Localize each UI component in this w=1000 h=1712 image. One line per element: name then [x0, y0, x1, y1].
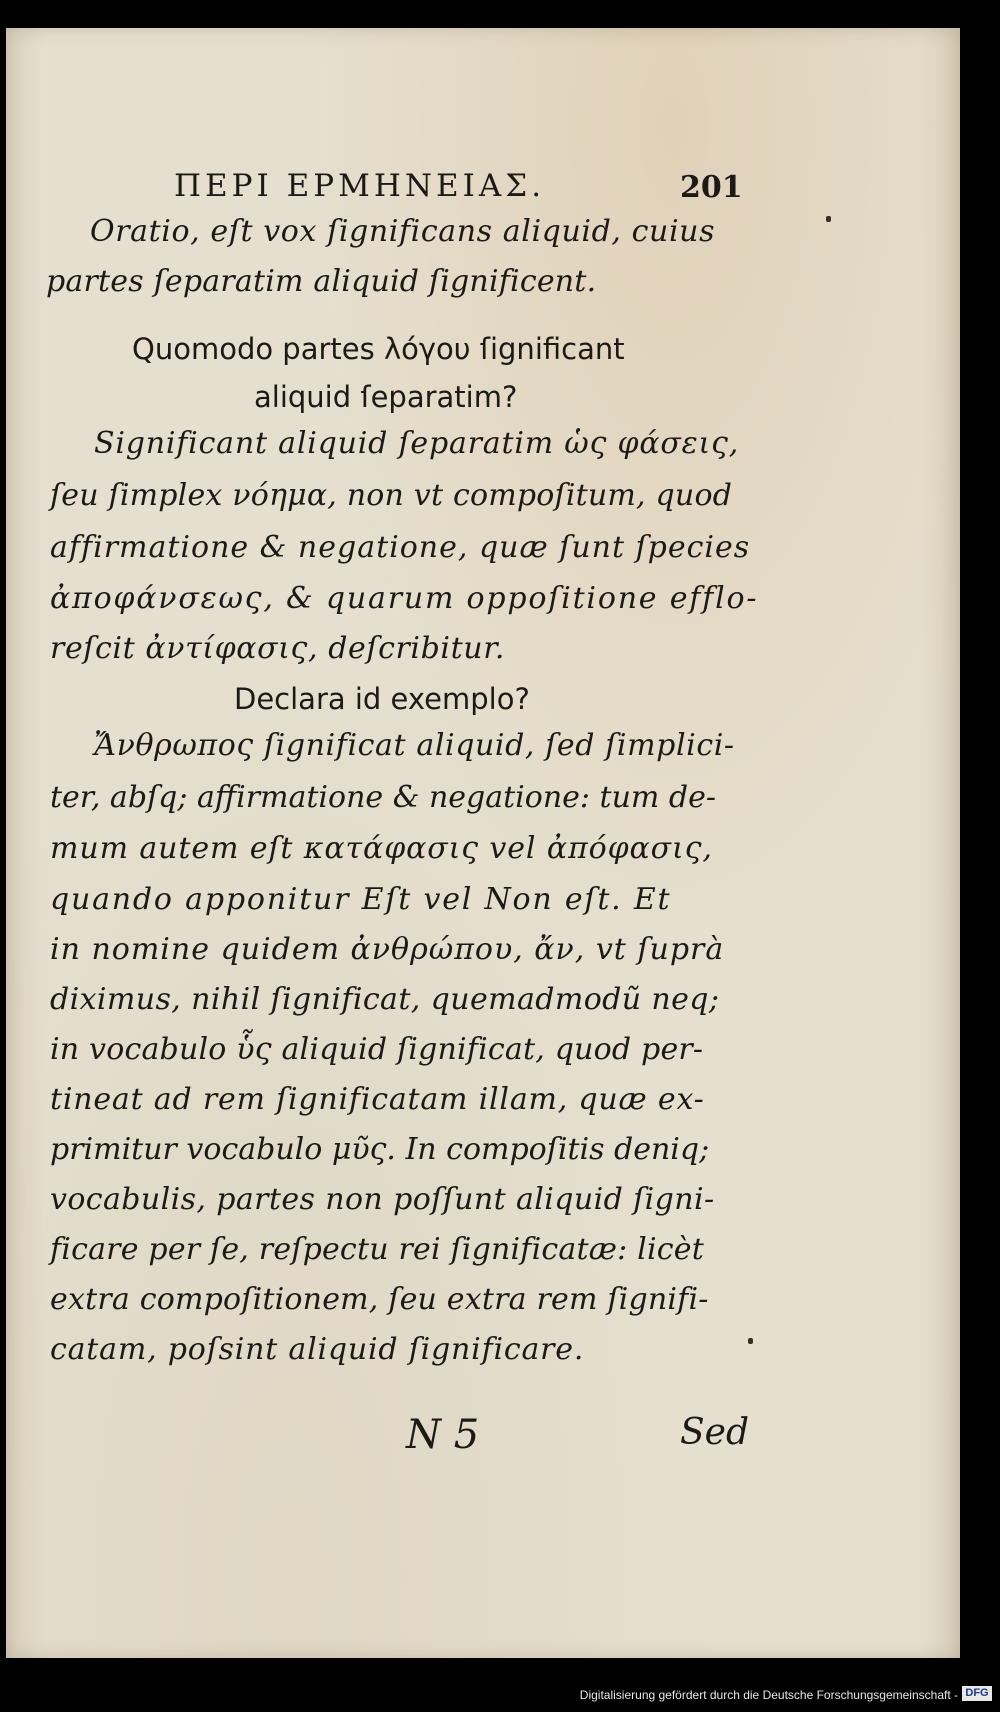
- text-line: in vocabulo ὗς aliquid ſignificat, quod per-: [50, 1032, 704, 1067]
- text-line: affirmatione & negatione, quæ ſunt ſpecies: [50, 530, 751, 565]
- text-line: quando apponitur Eſt vel Non eſt. Et: [50, 882, 672, 917]
- text-line: ter, abſq; affirmatione & negatione: tum de-: [50, 780, 716, 815]
- signature-mark: N 5: [406, 1412, 480, 1458]
- dfg-logo: DFG: [962, 1686, 992, 1701]
- text-line: ἀποφάνσεως, & quarum oppoſitione efflo-: [50, 581, 759, 616]
- digitization-credit: Digitalisierung gefördert durch die Deutsche Forschungsgemeinschaft -: [579, 1688, 958, 1702]
- text-line: Oratio, eſt vox ſignificans aliquid, cuius: [90, 214, 716, 249]
- text-line: reſcit ἀντίφασις, deſcribitur.: [50, 631, 505, 666]
- text-line: ſeu ſimplex νόημα, non vt compoſitum, quod: [50, 478, 733, 513]
- text-line: catam, poſsint aliquid ſignificare.: [50, 1332, 585, 1367]
- text-line: vocabulis, partes non poſſunt aliquid ſigni-: [50, 1182, 715, 1217]
- text-line: ficare per ſe, reſpectu rei ſignificatæ: licèt: [50, 1232, 704, 1267]
- question-heading: aliquid ſeparatim?: [254, 380, 518, 414]
- ink-speck: [826, 216, 831, 222]
- text-line: in nomine quidem ἀνθρώπου, ἄν, vt ſuprà: [50, 932, 725, 967]
- digitization-footer: [0, 1680, 1000, 1712]
- text-line: Significant aliquid ſeparatim ὡς φάσεις,: [94, 426, 740, 461]
- running-title: ΠΕΡΙ ΕΡΜΗΝΕΙΑΣ.: [174, 168, 546, 204]
- text-line: primitur vocabulo μῦς. In compoſitis deniq;: [50, 1132, 710, 1167]
- question-heading: Quomodo partes λόγου ſignificant: [132, 332, 625, 366]
- page-number: 201: [680, 170, 743, 205]
- question-heading: Declara id exemplo?: [234, 682, 530, 716]
- text-line: Ἄνθρωπος ſignificat aliquid, ſed ſimplici-: [94, 728, 735, 763]
- ink-speck: [748, 1338, 753, 1344]
- text-line: mum autem eſt κατάφασις vel ἀπόφασις,: [50, 831, 713, 866]
- catchword: Sed: [680, 1412, 750, 1453]
- book-page: [6, 28, 960, 1658]
- text-line: tineat ad rem ſignificatam illam, quæ ex-: [50, 1082, 705, 1117]
- text-line: extra compoſitionem, ſeu extra rem ſignifi-: [50, 1282, 709, 1317]
- text-line: partes ſeparatim aliquid ſignificent.: [46, 264, 597, 299]
- text-line: diximus, nihil ſignificat, quemadmodũ neq;: [50, 982, 720, 1017]
